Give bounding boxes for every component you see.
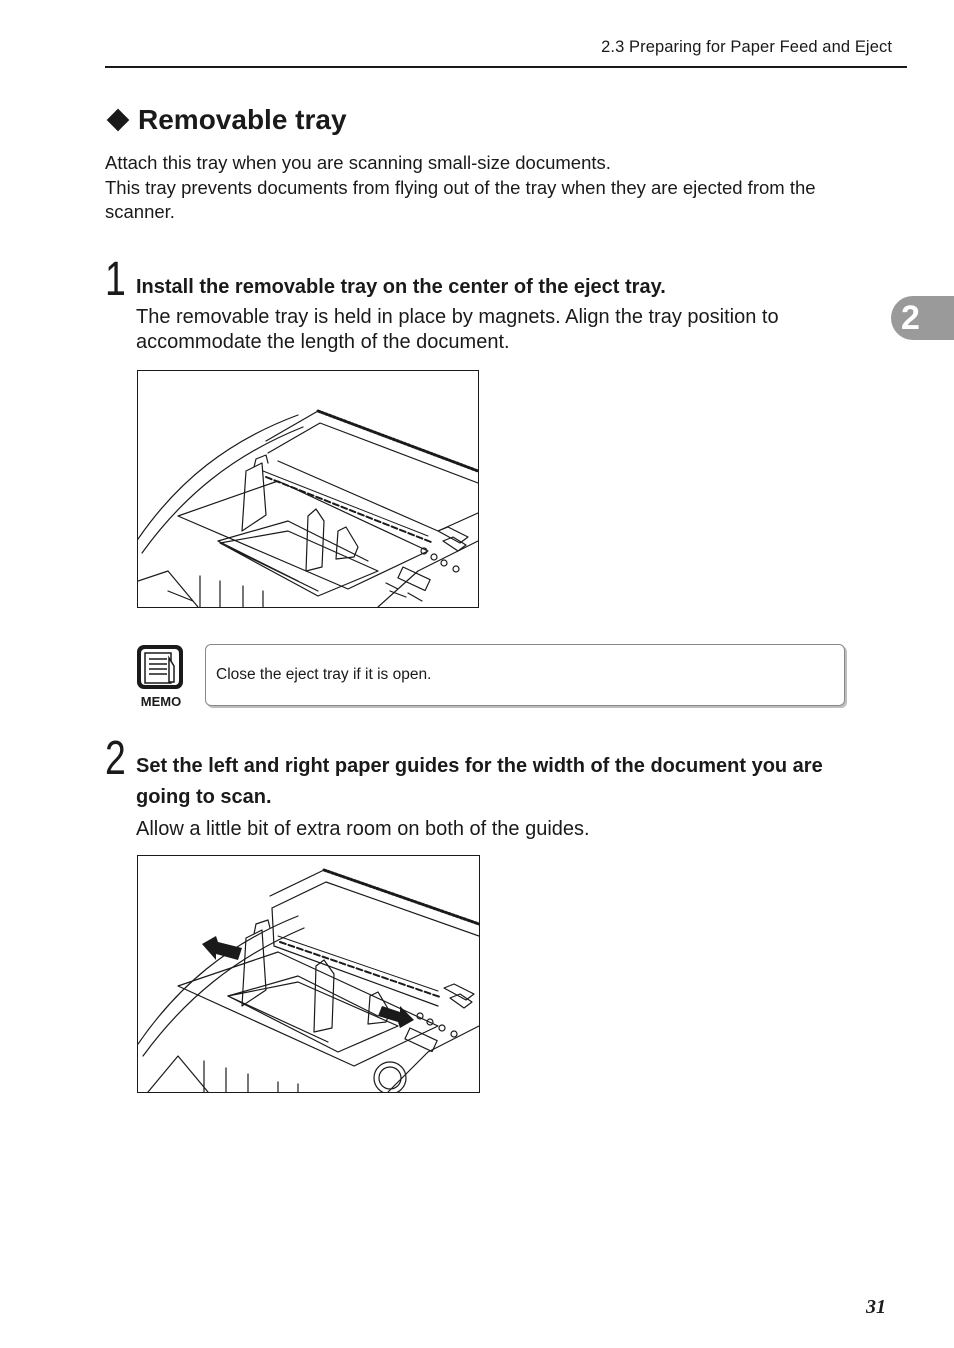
header-rule: [105, 66, 907, 68]
diamond-bullet-icon: [107, 109, 130, 132]
figure-paper-guides-adjust: [137, 855, 480, 1093]
intro-line-1: Attach this tray when you are scanning small-size documents.: [105, 152, 611, 173]
scanner-illustration-1: [138, 371, 478, 607]
memo-box: [205, 644, 845, 706]
running-header: 2.3 Preparing for Paper Feed and Eject: [601, 38, 892, 56]
step-2-body: Allow a little bit of extra room on both of the guides.: [136, 818, 590, 840]
step-number-1: 1: [105, 253, 126, 306]
memo-label: MEMO: [140, 694, 182, 709]
section-title-text: Removable tray: [138, 104, 347, 135]
scanner-illustration-2: [138, 856, 479, 1092]
step-number-2: 2: [105, 732, 126, 785]
step-1-body: The removable tray is held in place by magnets. Align the tray position to accommodate the length of the document.: [136, 306, 779, 353]
intro-line-2: This tray prevents documents from flying out of the tray when they are ejected from the scanner.: [105, 176, 816, 222]
step-1-heading: Install the removable tray on the center of the eject tray.: [136, 276, 666, 298]
step-2-heading: Set the left and right paper guides for the width of the document you are going to scan.: [136, 755, 823, 808]
memo-text: Close the eject tray if it is open.: [216, 666, 432, 683]
section-intro: [105, 151, 845, 225]
page-number: 31: [866, 1296, 886, 1318]
chapter-tab: 2: [891, 296, 954, 340]
section-title: [105, 104, 347, 136]
figure-scanner-tray-install: [137, 370, 479, 608]
